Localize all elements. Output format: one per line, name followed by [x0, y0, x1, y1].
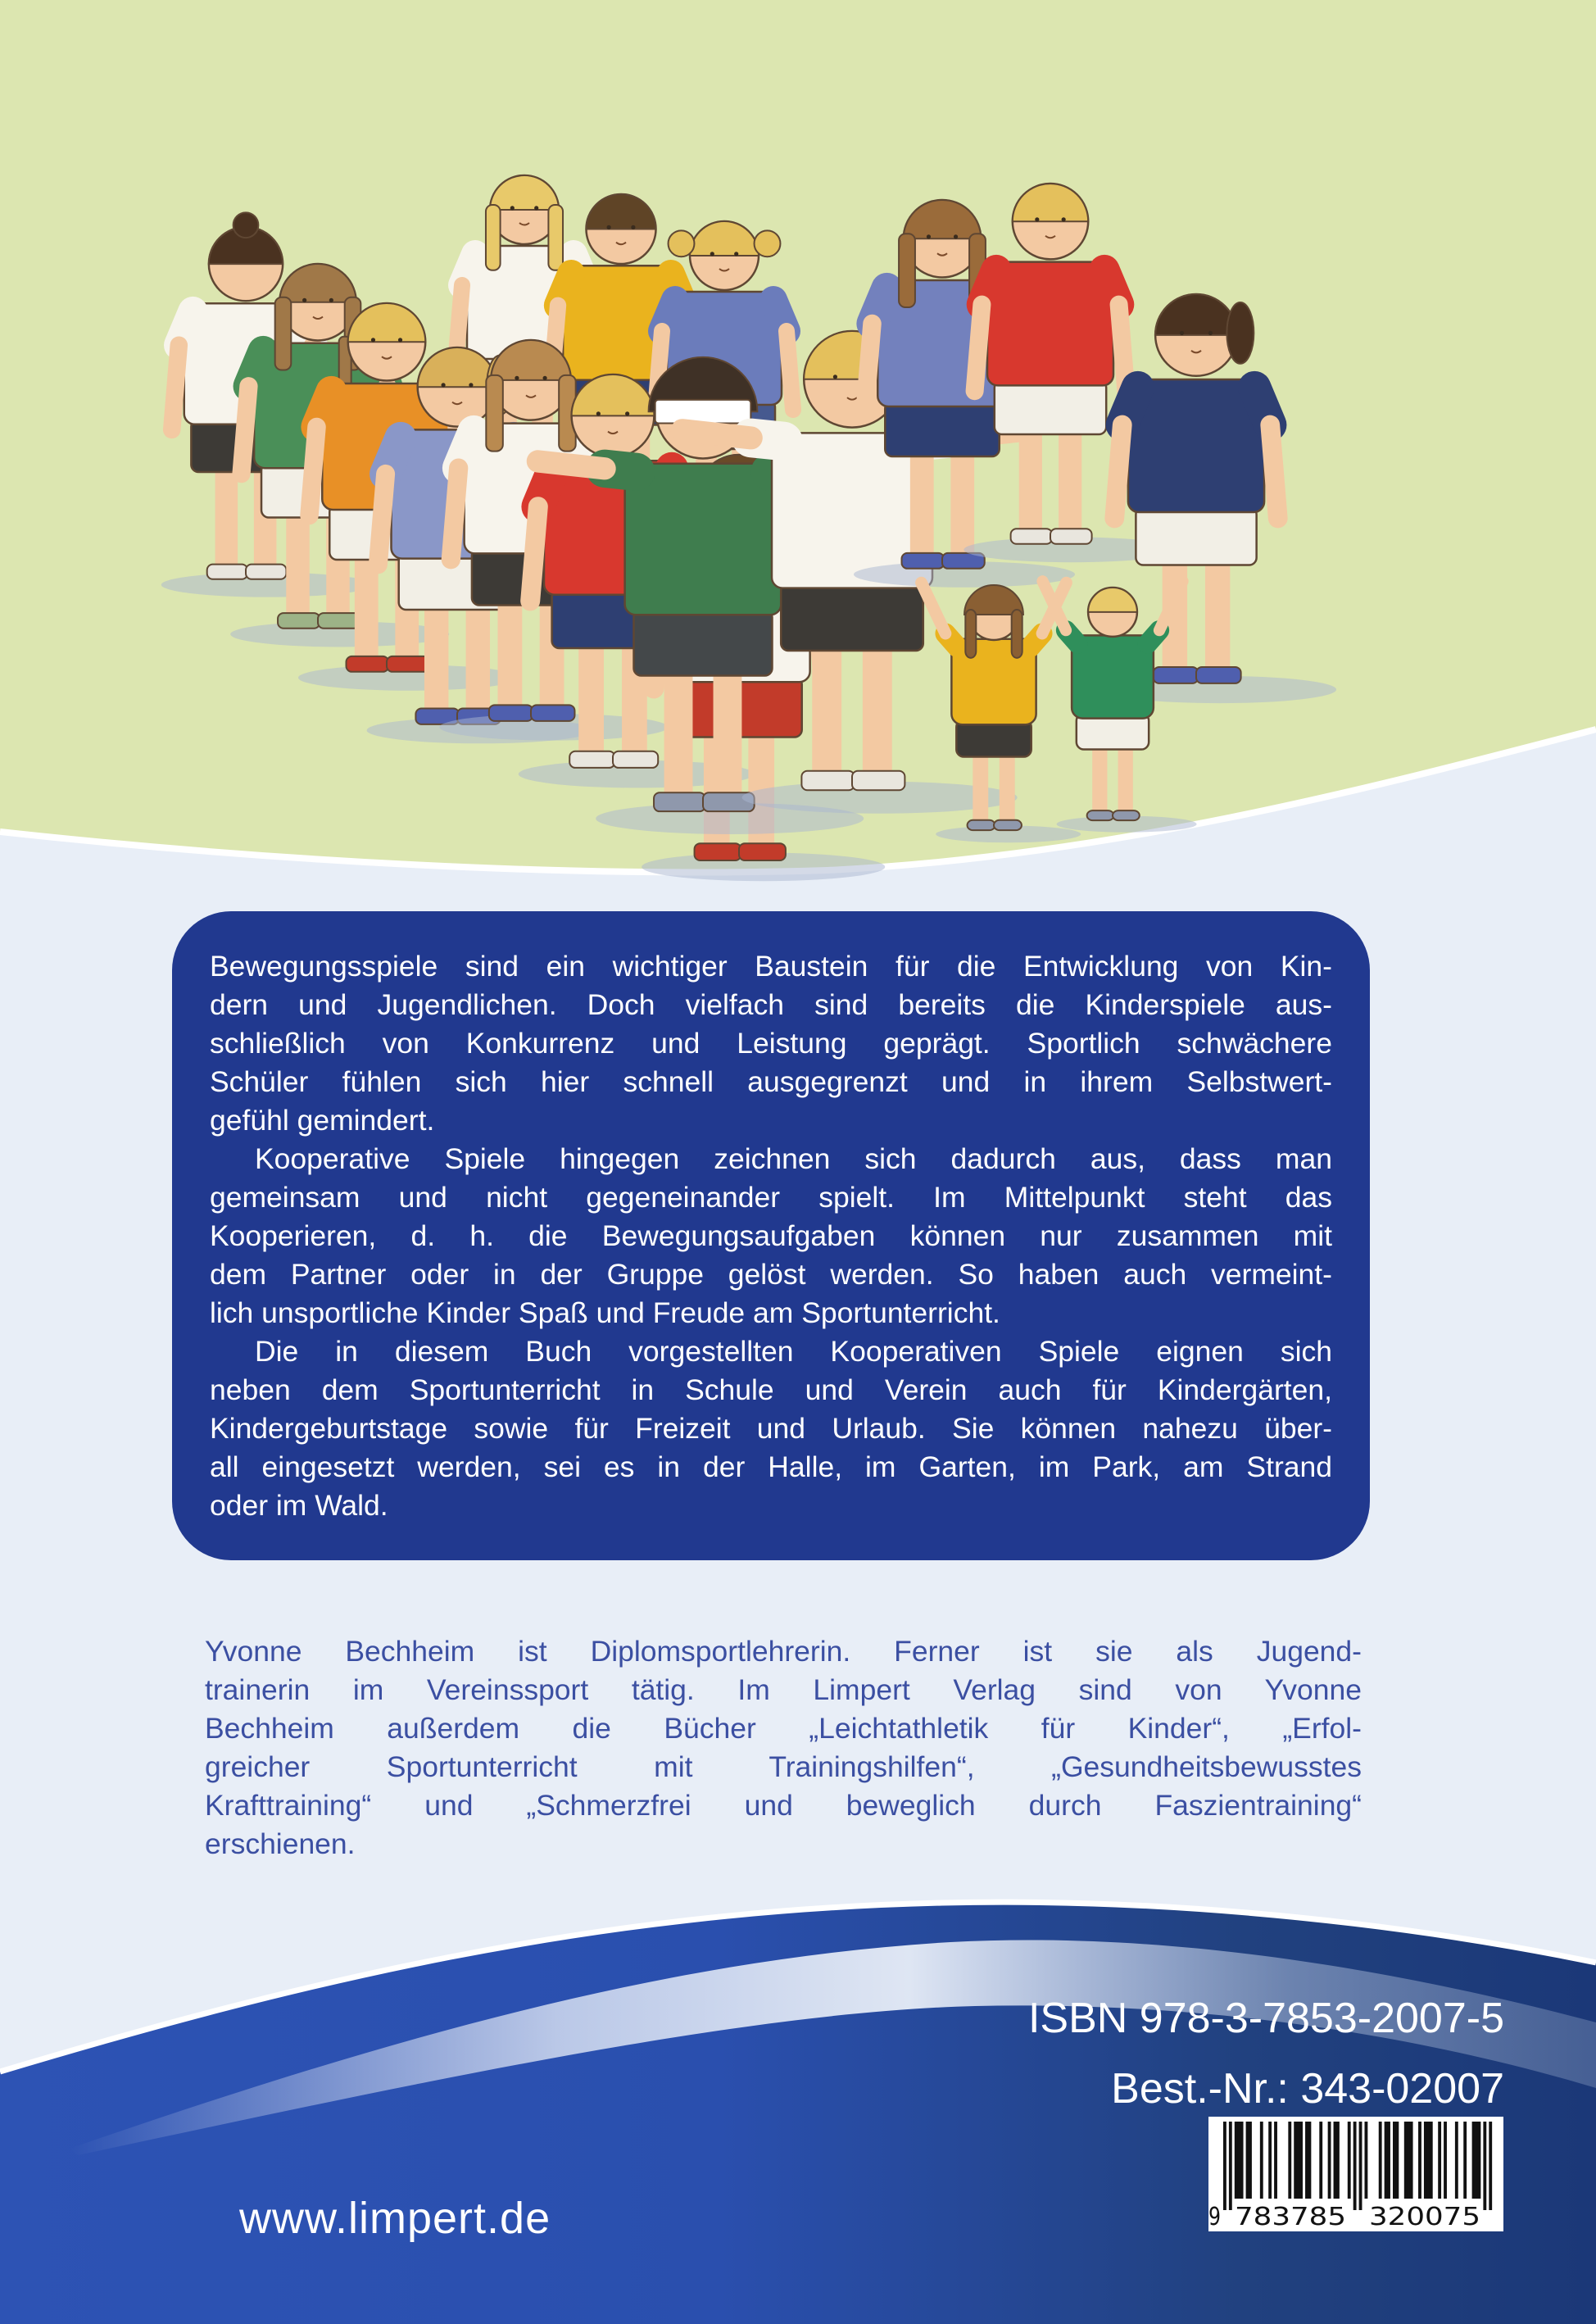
- svg-text:320075: 320075: [1369, 2203, 1480, 2231]
- author-note: [205, 1632, 1362, 1863]
- text-line: greicher Sportunterricht mit Trainingshilfen“, „Gesundheitsbewusstes: [205, 1750, 1362, 1783]
- text-line: Bechheim außerdem die Bücher „Leichtathletik für Kinder“, „Erfol-: [205, 1712, 1362, 1745]
- text-line: Kindergeburtstage sowie für Freizeit und Urlaub. Sie können nahezu über-: [210, 1412, 1332, 1445]
- children-illustration: [0, 0, 1596, 1065]
- isbn-block: [1028, 1983, 1504, 2124]
- svg-text:783785: 783785: [1235, 2203, 1346, 2231]
- paragraph: [205, 1632, 1362, 1863]
- paragraph: [210, 947, 1332, 1140]
- text-line: dem Partner oder in der Gruppe gelöst werden. So haben auch vermeint-: [210, 1258, 1332, 1291]
- text-line: schließlich von Konkurrenz und Leistung geprägt. Sportlich schwächere: [210, 1027, 1332, 1060]
- text-line: dern und Jugendlichen. Doch vielfach sind bereits die Kinderspiele aus-: [210, 988, 1332, 1021]
- text-line: lich unsportliche Kinder Spaß und Freude am Sportunterricht.: [210, 1296, 1000, 1329]
- text-line: Schüler fühlen sich hier schnell ausgegrenzt und in ihrem Selbstwert-: [210, 1065, 1332, 1098]
- isbn-text: ISBN 978-3-7853-2007-5: [1027, 1995, 1504, 2042]
- text-line: gefühl gemindert.: [210, 1104, 435, 1137]
- text-line: oder im Wald.: [210, 1489, 388, 1522]
- text-line: all eingesetzt werden, sei es in der Halle, im Garten, im Park, am Strand: [210, 1450, 1332, 1483]
- order-number-text: Best.-Nr.: 343-02007: [1111, 2065, 1504, 2113]
- text-line: trainerin im Vereinssport tätig. Im Limpert Verlag sind von Yvonne: [205, 1673, 1362, 1706]
- text-line: neben dem Sportunterricht in Schule und Verein auch für Kindergärten,: [210, 1373, 1332, 1406]
- svg-text:9: 9: [1208, 2203, 1221, 2231]
- paragraph: [210, 1140, 1332, 1332]
- text-line: Krafttraining“ und „Schmerzfrei und beweglich durch Faszientraining“: [205, 1789, 1362, 1822]
- text-line: Die in diesem Buch vorgestellten Kooperativen Spiele eignen sich: [255, 1335, 1332, 1368]
- text-line: erschienen.: [205, 1827, 356, 1860]
- text-line: Bewegungsspiele sind ein wichtiger Baustein für die Entwicklung von Kin-: [210, 950, 1332, 983]
- barcode: [1208, 2117, 1503, 2231]
- text-line: Yvonne Bechheim ist Diplomsportlehrerin. Ferner ist sie als Jugend-: [205, 1635, 1362, 1668]
- text-line: Kooperieren, d. h. die Bewegungsaufgaben können nur zusammen mit: [210, 1219, 1332, 1252]
- paragraph: [210, 1332, 1332, 1525]
- website-text: www.limpert.de: [239, 2194, 551, 2243]
- text-line: Kooperative Spiele hingegen zeichnen sich dadurch aus, dass man: [255, 1142, 1332, 1175]
- blurb-box: [172, 911, 1370, 1560]
- text-line: gemeinsam und nicht gegeneinander spielt. Im Mittelpunkt steht das: [210, 1181, 1332, 1214]
